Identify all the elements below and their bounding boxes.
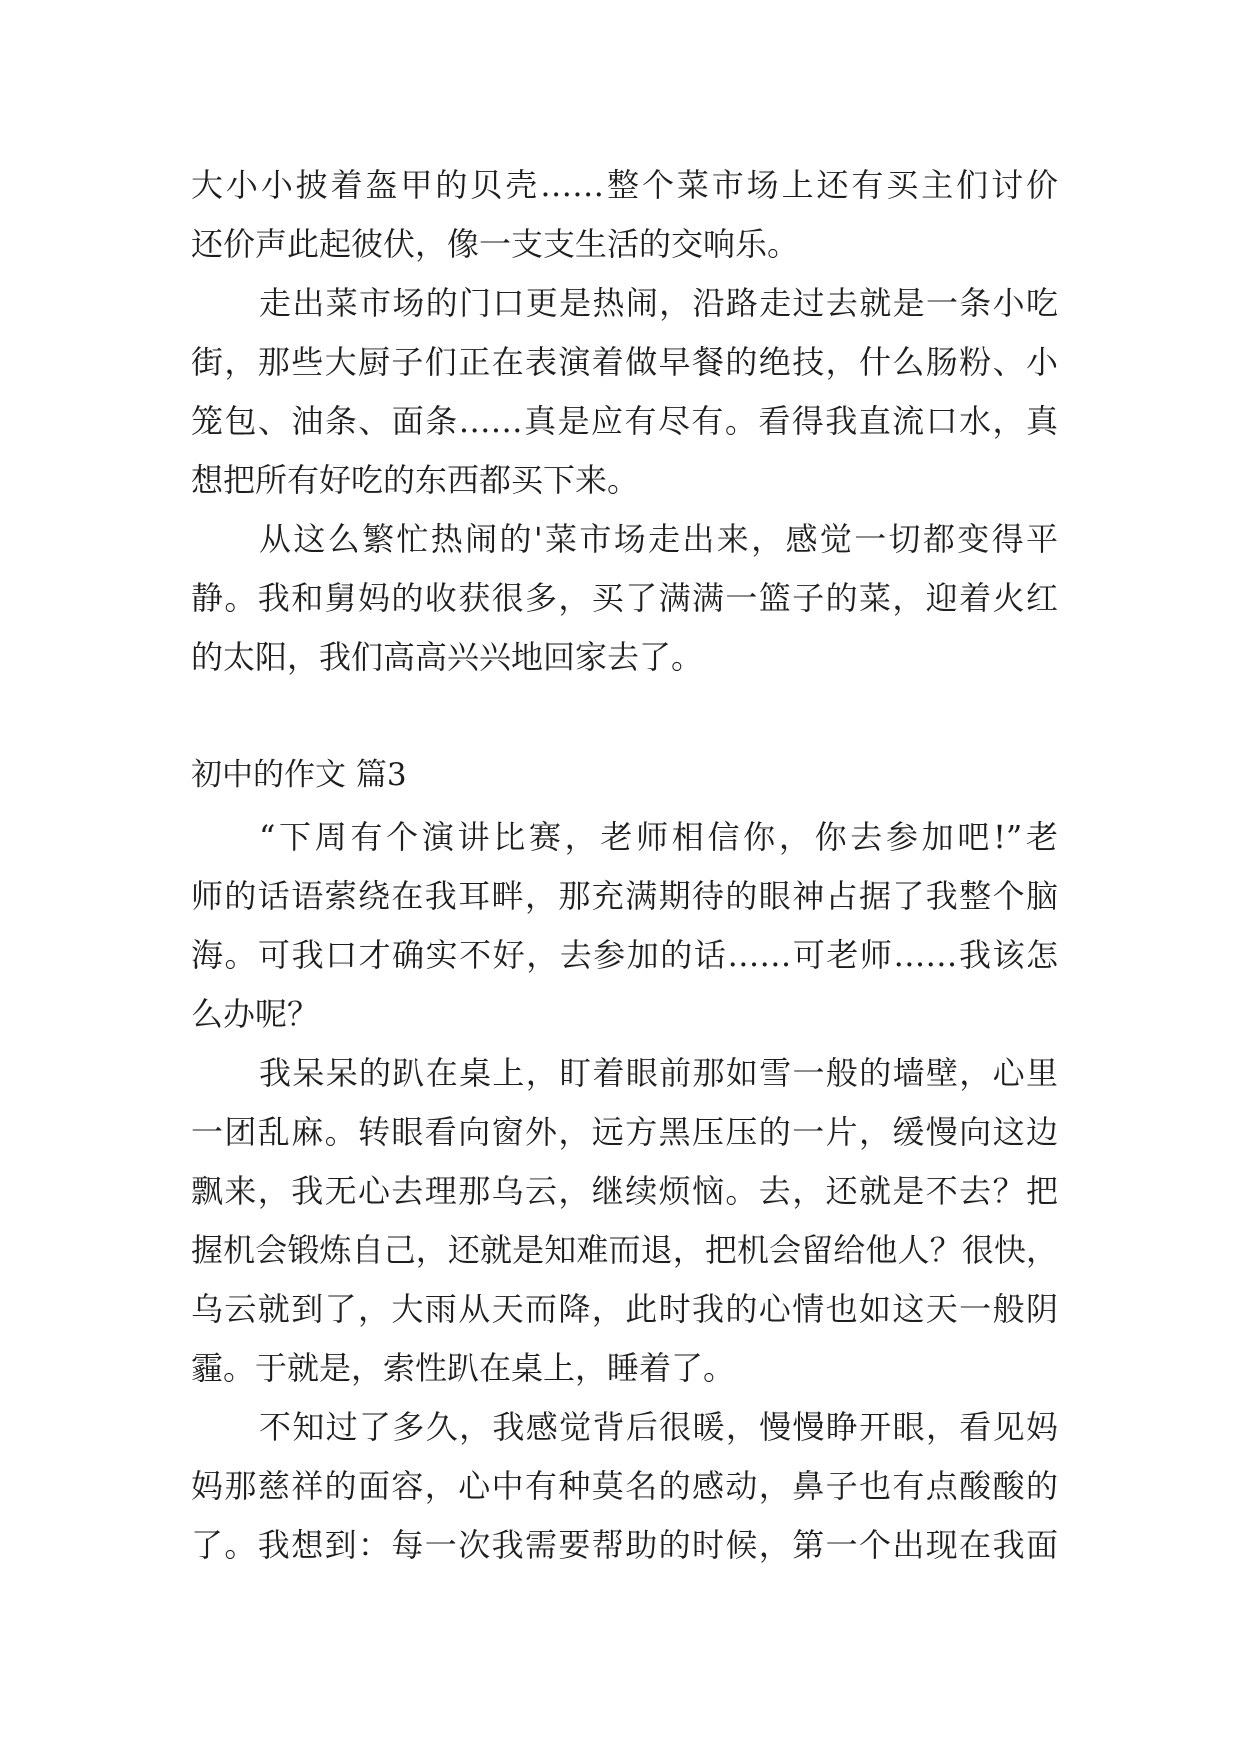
text-line: 走出菜市场的门口更是热闹，沿路走过去就是一条小吃 xyxy=(259,284,1058,322)
text-line: 飘来，我无心去理那乌云，继续烦恼。去，还就是不去？把 xyxy=(191,1172,1058,1210)
text-line: 街，那些大厨子们正在表演着做早餐的绝技，什么肠粉、小 xyxy=(191,343,1058,381)
paragraph xyxy=(191,1044,1058,1398)
essay-title: 初中的作文 篇3 xyxy=(191,757,407,793)
document-page xyxy=(191,156,1058,1575)
text-line: 师的话语萦绕在我耳畔，那充满期待的眼神占据了我整个脑 xyxy=(191,877,1058,915)
text-line: 妈那慈祥的面容，心中有种莫名的感动，鼻子也有点酸酸的 xyxy=(191,1467,1058,1505)
text-line: 从这么繁忙热闹的'菜市场走出来，感觉一切都变得平 xyxy=(259,520,1058,558)
text-line: 了。我想到：每一次我需要帮助的时候，第一个出现在我面 xyxy=(191,1526,1058,1564)
text-line: 霾。于就是，索性趴在桌上，睡着了。 xyxy=(191,1349,736,1387)
paragraph xyxy=(191,510,1058,687)
text-line: 我呆呆的趴在桌上，盯着眼前那如雪一般的墙壁，心里 xyxy=(259,1054,1058,1092)
paragraph xyxy=(191,274,1058,510)
paragraph xyxy=(191,808,1058,1044)
text-line: “下周有个演讲比赛，老师相信你，你去参加吧!”老 xyxy=(259,818,1058,856)
paragraph xyxy=(191,156,1058,274)
text-line: 握机会锻炼自己，还就是知难而退，把机会留给他人？很快， xyxy=(191,1231,1058,1269)
text-line: 静。我和舅妈的收获很多，买了满满一篮子的菜，迎着火红 xyxy=(191,579,1058,617)
text-line: 想把所有好吃的东西都买下来。 xyxy=(191,461,640,499)
text-line: 还价声此起彼伏，像一支支生活的交响乐。 xyxy=(191,225,800,263)
text-line: 么办呢？ xyxy=(191,995,320,1033)
text-line: 乌云就到了，大雨从天而降，此时我的心情也如这天一般阴 xyxy=(191,1290,1058,1328)
text-line: 大小小披着盔甲的贝壳……整个菜市场上还有买主们讨价 xyxy=(191,166,1058,204)
text-line: 不知过了多久，我感觉背后很暖，慢慢睁开眼，看见妈 xyxy=(259,1408,1058,1446)
text-line: 海。可我口才确实不好，去参加的话……可老师……我该怎 xyxy=(191,936,1058,974)
paragraph xyxy=(191,1398,1058,1575)
text-line: 的太阳，我们高高兴兴地回家去了。 xyxy=(191,638,704,676)
text-line: 一团乱麻。转眼看向窗外，远方黑压压的一片，缓慢向这边 xyxy=(191,1113,1058,1151)
text-line: 笼包、油条、面条……真是应有尽有。看得我直流口水，真 xyxy=(191,402,1058,440)
